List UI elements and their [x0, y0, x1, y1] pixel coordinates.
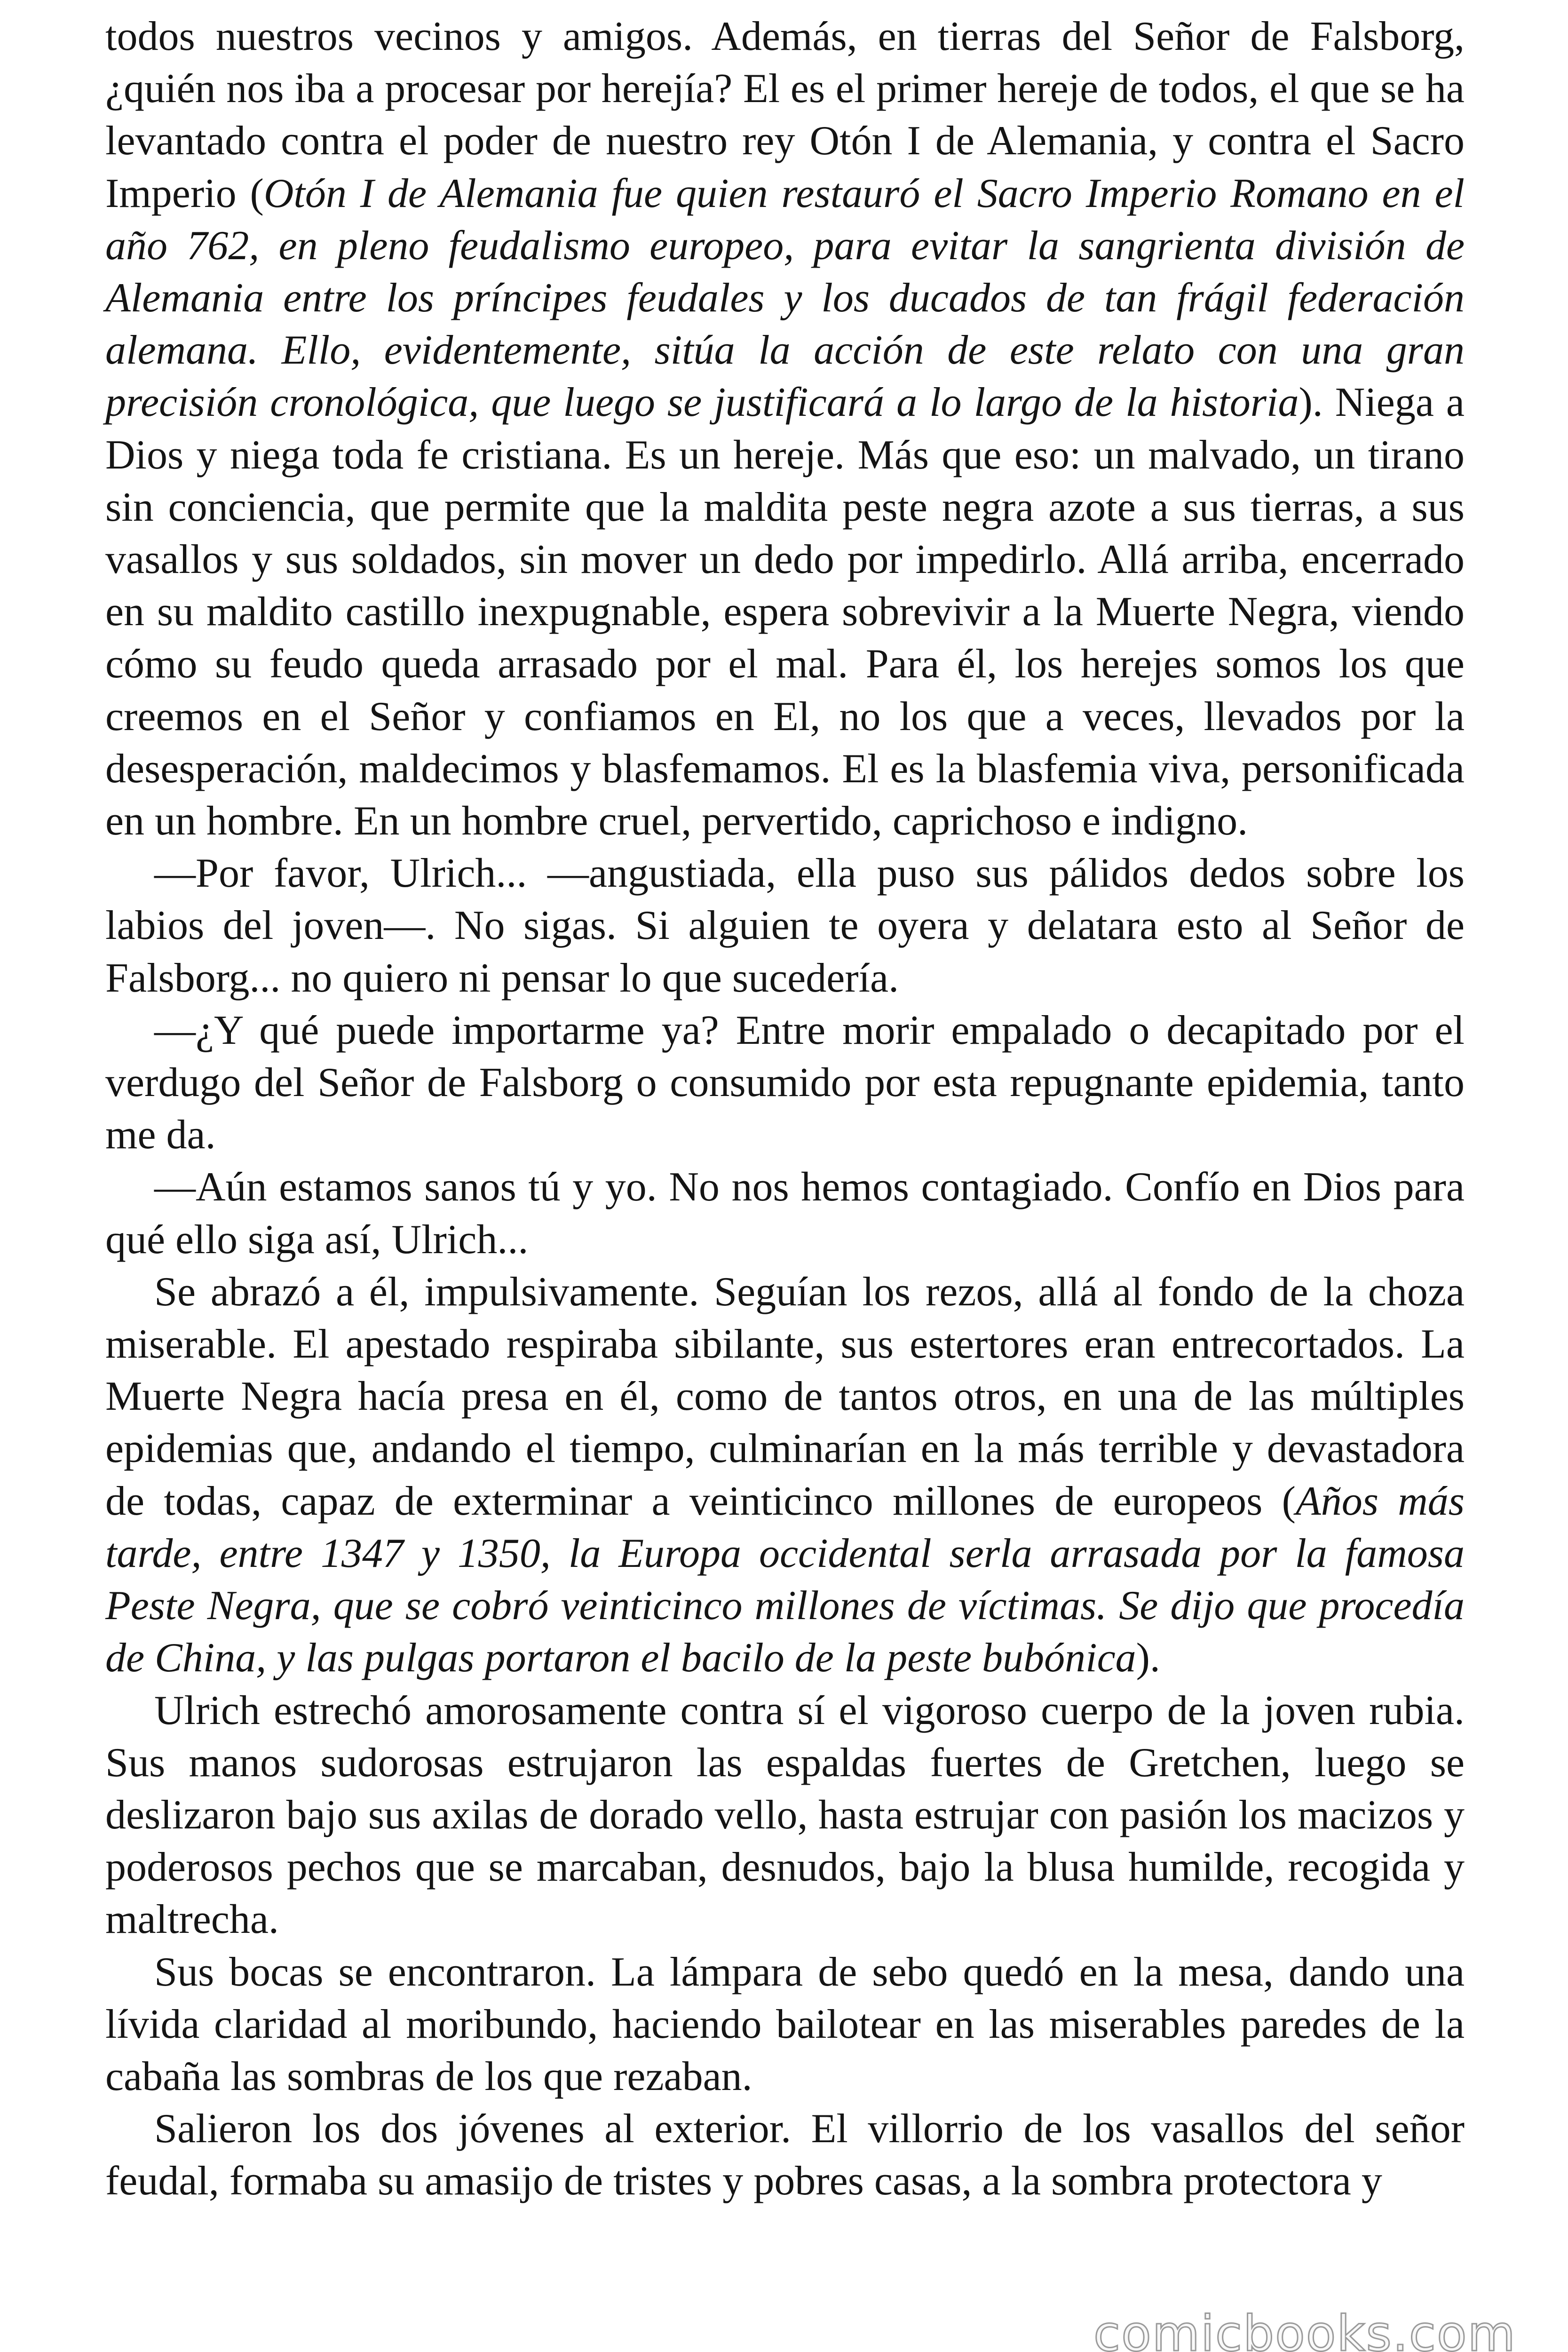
paragraph-7 [105, 1946, 1465, 2103]
paragraph-4 [105, 1161, 1465, 1265]
text-run: todos nuestros vecinos y amigos. Además, en tierras del Señor de Falsborg, ¿quién nos iba a procesar por herejía? El es el primer hereje de todos, el que se ha levantado contra el poder de nuestro rey Otón I de Alemania, y contra el Sacro Imperio ( [105, 14, 1465, 216]
watermark-text: comicbooks.com [1093, 2305, 1516, 2352]
paragraph-3 [105, 1004, 1465, 1161]
italic-aside: Otón I de Alemania fue quien restauró el Sacro Imperio Romano en el año 762, en pleno feudalismo europeo, para evitar la sangrienta división de Alemania entre los príncipes feudales y los ducados de tan frágil federación alemana. Ello, evidentemente, sitúa la acción de este relato con una gran precisión cronológica, que luego se justificará a lo largo de la historia [105, 170, 1465, 426]
text-run: ). Niega a Dios y niega toda fe cristiana. Es un hereje. Más que eso: un malvado, un tirano sin conciencia, que permite que la maldita peste negra azote a sus tierras, a sus vasallos y sus soldados, sin mover un dedo por impedirlo. Allá arriba, encerrado en su maldito castillo inexpugnable, espera sobrevivir a la Muerte Negra, viendo cómo su feudo queda arrasado por el mal. Para él, los herejes somos los que creemos en el Señor y confiamos en El, no los que a veces, llevados por la desesperación, maldecimos y blasfemamos. El es la blasfemia viva, personificada en un hombre. En un hombre cruel, pervertido, caprichoso e indigno. [105, 380, 1465, 844]
italic-aside: Años más tarde, entre 1347 y 1350, la Europa occidental serla arrasada por la famosa Peste Negra, que se cobró veinticinco millones de víctimas. Se dijo que procedía de China, y las pulgas portaron el bacilo de la peste bubónica [105, 1478, 1465, 1681]
paragraph-6 [105, 1685, 1465, 1946]
body-text [105, 10, 1465, 2208]
text-run: Ulrich estrechó amorosamente contra sí el vigoroso cuerpo de la joven rubia. Sus manos sudorosas estrujaron las espaldas fuertes de Gretchen, luego se deslizaron bajo sus axilas de dorado vello, hasta estrujar con pasión los macizos y poderosos pechos que se marcaban, desnudos, bajo la blusa humilde, recogida y maltrecha. [105, 1687, 1465, 1943]
text-run: ). [1136, 1635, 1160, 1681]
text-run: —Por favor, Ulrich... —angustiada, ella puso sus pálidos dedos sobre los labios del joven—. No sigas. Si alguien te oyera y delatara esto al Señor de Falsborg... no quiero ni pensar lo que sucedería. [105, 850, 1465, 1001]
text-run: Salieron los dos jóvenes al exterior. El villorrio de los vasallos del señor feudal, formaba su amasijo de tristes y pobres casas, a la sombra protectora y [105, 2106, 1465, 2204]
text-run: Sus bocas se encontraron. La lámpara de sebo quedó en la mesa, dando una lívida claridad al moribundo, haciendo bailotear en las miserables paredes de la cabaña las sombras de los que rezaban. [105, 1949, 1465, 2099]
paragraph-8 [105, 2103, 1465, 2207]
text-run: —¿Y qué puede importarme ya? Entre morir empalado o decapitado por el verdugo del Señor de Falsborg o consumido por esta repugnante epidemia, tanto me da. [105, 1007, 1465, 1158]
text-run: Se abrazó a él, impulsivamente. Seguían los rezos, allá al fondo de la choza miserable. El apestado respiraba sibilante, sus estertores eran entrecortados. La Muerte Negra hacía presa en él, como de tantos otros, en una de las múltiples epidemias que, andando el tiempo, culminarían en la más terrible y devastadora de todas, capaz de exterminar a veinticinco millones de europeos ( [105, 1269, 1465, 1524]
paragraph-1 [105, 10, 1465, 847]
paragraph-2 [105, 847, 1465, 1004]
paragraph-5 [105, 1266, 1465, 1685]
text-run: —Aún estamos sanos tú y yo. No nos hemos contagiado. Confío en Dios para qué ello siga así, Ulrich... [105, 1164, 1465, 1263]
